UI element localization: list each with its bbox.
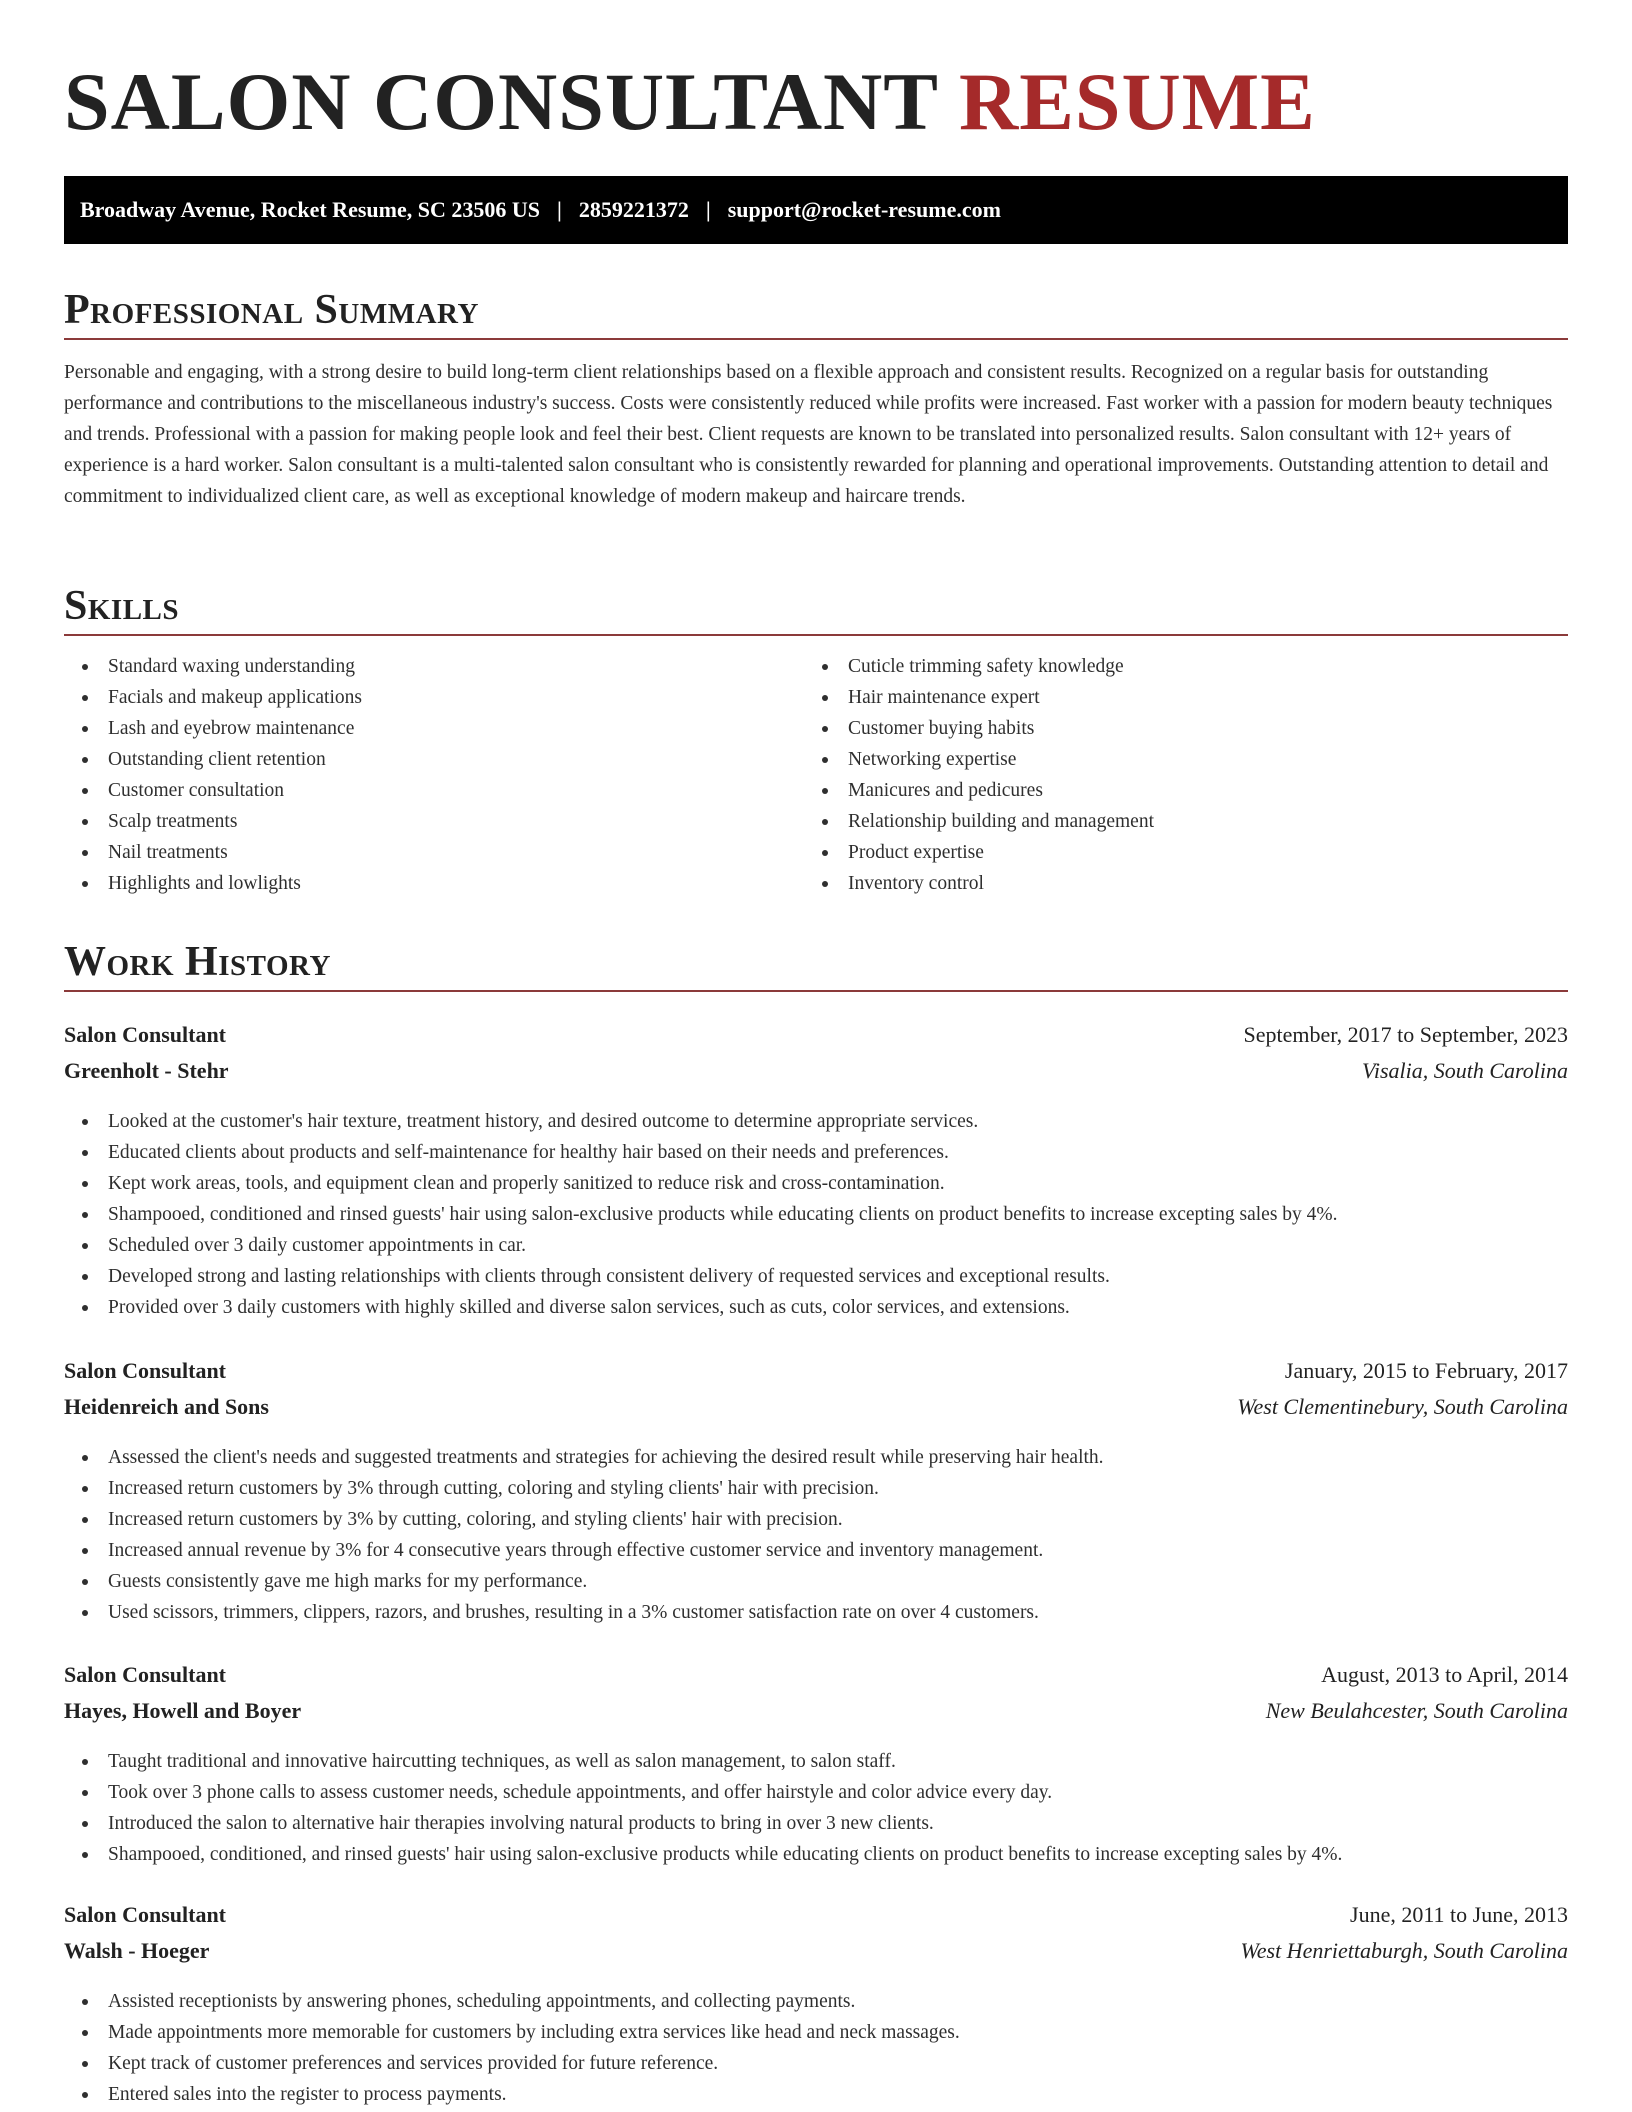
skill-item: Inventory control — [804, 868, 1544, 899]
skill-item: Relationship building and management — [804, 806, 1544, 837]
title-main: SALON CONSULTANT — [64, 56, 938, 147]
job-location: West Clementinebury, South Carolina — [1237, 1394, 1568, 1419]
skills-list-left — [64, 651, 804, 899]
job-entry — [64, 1902, 1568, 2110]
job-title: Salon Consultant — [64, 1022, 227, 1047]
summary-section — [64, 286, 1568, 512]
job-bullet: Shampooed, conditioned and rinsed guests' hair using salon-exclusive products while educating clients on product benefits to increase excepting sales by 4%. — [64, 1199, 1568, 1230]
job-bullet: Used scissors, trimmers, clippers, razors, and brushes, resulting in a 3% customer satisfaction rate on over 4 customers. — [64, 1597, 1568, 1628]
skill-item: Outstanding client retention — [64, 744, 804, 775]
job-location: Visalia, South Carolina — [1362, 1058, 1568, 1083]
skill-item: Customer consultation — [64, 775, 804, 806]
job-header-row — [64, 1902, 1568, 1938]
job-title: Salon Consultant — [64, 1358, 227, 1383]
section-divider — [64, 634, 1568, 636]
job-entry — [64, 1358, 1568, 1628]
skill-item: Lash and eyebrow maintenance — [64, 713, 804, 744]
job-company-row — [64, 1698, 1568, 1734]
job-bullet: Kept track of customer preferences and services provided for future reference. — [64, 2048, 1568, 2079]
contact-separator: | — [705, 197, 711, 222]
job-dates: September, 2017 to September, 2023 — [1243, 1022, 1568, 1047]
job-header-row — [64, 1662, 1568, 1698]
job-company-row — [64, 1058, 1568, 1094]
job-bullet: Took over 3 phone calls to assess customer needs, schedule appointments, and offer hairstyle and color advice every day. — [64, 1777, 1568, 1808]
job-bullet: Introduced the salon to alternative hair therapies involving natural products to bring in over 3 new clients. — [64, 1808, 1568, 1839]
work-heading: Work History — [64, 939, 331, 985]
job-bullet: Increased return customers by 3% by cutting, coloring, and styling clients' hair with precision. — [64, 1504, 1568, 1535]
job-bullet: Educated clients about products and self-maintenance for healthy hair based on their needs and preferences. — [64, 1137, 1568, 1168]
job-bullet: Entered sales into the register to process payments. — [64, 2079, 1568, 2110]
job-bullet: Made appointments more memorable for customers by including extra services like head and neck massages. — [64, 2017, 1568, 2048]
job-dates: August, 2013 to April, 2014 — [1321, 1662, 1568, 1687]
job-bullet: Assessed the client's needs and suggested treatments and strategies for achieving the desired result while preserving hair health. — [64, 1442, 1568, 1473]
job-bullet: Shampooed, conditioned, and rinsed guests' hair using salon-exclusive products while educating clients on product benefits to increase excepting sales by 4%. — [64, 1839, 1568, 1870]
job-bullet: Developed strong and lasting relationships with clients through consistent delivery of requested services and exceptional results. — [64, 1261, 1568, 1292]
contact-bar — [64, 176, 1568, 244]
job-bullet: Increased return customers by 3% through cutting, coloring and styling clients' hair with precision. — [64, 1473, 1568, 1504]
job-company-row — [64, 1938, 1568, 1974]
job-title: Salon Consultant — [64, 1902, 227, 1927]
skill-item: Cuticle trimming safety knowledge — [804, 651, 1544, 682]
job-company: Walsh - Hoeger — [64, 1938, 210, 1963]
skill-item: Scalp treatments — [64, 806, 804, 837]
contact-phone[interactable]: 2859221372 — [578, 197, 689, 222]
skill-item: Manicures and pedicures — [804, 775, 1544, 806]
skills-columns — [64, 651, 1568, 899]
job-dates: June, 2011 to June, 2013 — [1350, 1902, 1568, 1927]
job-title: Salon Consultant — [64, 1662, 227, 1687]
job-company: Greenholt - Stehr — [64, 1058, 229, 1083]
job-bullet: Looked at the customer's hair texture, treatment history, and desired outcome to determine appropriate services. — [64, 1106, 1568, 1137]
skills-section — [64, 582, 1568, 899]
job-bullets — [64, 1106, 1568, 1323]
job-company: Hayes, Howell and Boyer — [64, 1698, 302, 1723]
contact-email[interactable]: support@rocket-resume.com — [727, 197, 1001, 222]
job-location: New Beulahcester, South Carolina — [1265, 1698, 1568, 1723]
job-bullet: Assisted receptionists by answering phones, scheduling appointments, and collecting payments. — [64, 1986, 1568, 2017]
job-entry — [64, 1662, 1568, 1870]
summary-heading: Professional Summary — [64, 287, 479, 333]
section-divider — [64, 990, 1568, 992]
page-title — [64, 52, 1316, 152]
skill-item: Product expertise — [804, 837, 1544, 868]
job-bullet: Scheduled over 3 daily customer appointments in car. — [64, 1230, 1568, 1261]
section-divider — [64, 338, 1568, 340]
job-company-row — [64, 1394, 1568, 1430]
work-section — [64, 938, 1568, 992]
job-bullets — [64, 1986, 1568, 2110]
job-header-row — [64, 1358, 1568, 1394]
job-entry — [64, 1022, 1568, 1323]
job-bullet: Provided over 3 daily customers with highly skilled and diverse salon services, such as cuts, color services, and extensions. — [64, 1292, 1568, 1323]
skills-heading: Skills — [64, 583, 180, 629]
job-location: West Henriettaburgh, South Carolina — [1240, 1938, 1568, 1963]
job-header-row — [64, 1022, 1568, 1058]
job-bullets — [64, 1442, 1568, 1628]
title-accent: RESUME — [958, 56, 1316, 147]
skill-item: Standard waxing understanding — [64, 651, 804, 682]
job-bullet: Taught traditional and innovative haircutting techniques, as well as salon management, to salon staff. — [64, 1746, 1568, 1777]
job-bullet: Kept work areas, tools, and equipment clean and properly sanitized to reduce risk and cross-contamination. — [64, 1168, 1568, 1199]
skills-list-right — [804, 651, 1544, 899]
job-company: Heidenreich and Sons — [64, 1394, 269, 1419]
skill-item: Nail treatments — [64, 837, 804, 868]
summary-text: Personable and engaging, with a strong desire to build long-term client relationships based on a flexible approach and consistent results. Recognized on a regular basis for outstanding performance and contributions to the miscellaneous industry's success. Costs were consistently reduced while profits were increased. Fast worker with a passion for modern beauty techniques and trends. Professional with a passion for making people look and feel their best. Client requests are known to be translated into personalized results. Salon consultant with 12+ years of experience is a hard worker. Salon consultant is a multi-talented salon consultant who is consistently rewarded for planning and operational improvements. Outstanding attention to detail and commitment to individualized client care, as well as exceptional knowledge of modern makeup and haircare trends. — [64, 362, 1553, 507]
job-bullets — [64, 1746, 1568, 1870]
skill-item: Highlights and lowlights — [64, 868, 804, 899]
job-dates: January, 2015 to February, 2017 — [1284, 1358, 1568, 1383]
contact-separator: | — [556, 197, 562, 222]
skill-item: Customer buying habits — [804, 713, 1544, 744]
skill-item: Facials and makeup applications — [64, 682, 804, 713]
skill-item: Networking expertise — [804, 744, 1544, 775]
job-bullet: Increased annual revenue by 3% for 4 consecutive years through effective customer service and inventory management. — [64, 1535, 1568, 1566]
skill-item: Hair maintenance expert — [804, 682, 1544, 713]
job-bullet: Guests consistently gave me high marks for my performance. — [64, 1566, 1568, 1597]
contact-address: Broadway Avenue, Rocket Resume, SC 23506 US — [80, 197, 540, 222]
